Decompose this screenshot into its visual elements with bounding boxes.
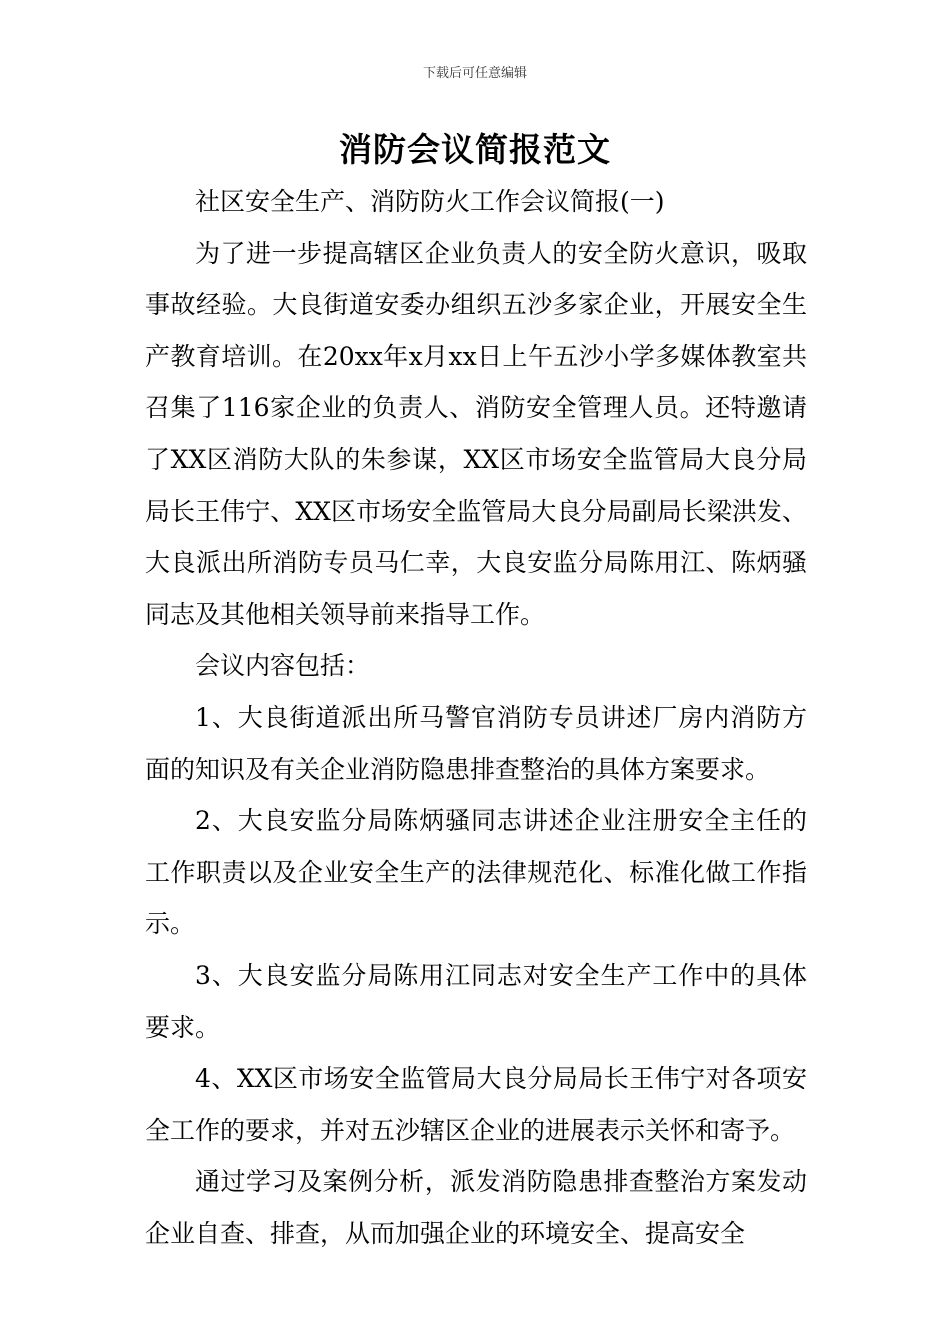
document-body: [145, 176, 807, 1259]
closing-paragraph: 通过学习及案例分析，派发消防隐患排查整治方案发动企业自查、排查，从而加强企业的环境安全、提高安全: [145, 1167, 807, 1248]
document-title: 消防会议简报范文: [339, 130, 611, 169]
list-item-1: 1、大良街道派出所马警官消防专员讲述厂房内消防方面的知识及有关企业消防隐患排查整治的具体方案要求。: [145, 702, 807, 784]
subtitle-paragraph: 社区安全生产、消防防火工作会议简报(一): [195, 187, 665, 216]
list-item-4: 4、XX区市场安全监管局大良分局局长王伟宁对各项安全工作的要求，并对五沙辖区企业的进展表示关怀和寄予。: [145, 1064, 807, 1145]
list-item-3: 3、大良安监分局陈用江同志对安全生产工作中的具体要求。: [145, 960, 807, 1042]
meeting-content-heading: 会议内容包括：: [195, 651, 371, 681]
intro-paragraph: 为了进一步提高辖区企业负责人的安全防火意识，吸取事故经验。大良街道安委办组织五沙多家企业，开展安全生产教育培训。在20xx年x月xx日上午五沙小学多媒体教室共召集了116家企业的负责人、消防安全管理人员。还特邀请了XX区消防大队的朱参谋，XX区市场安全监管局大良分局局长王伟宁、XX区市场安全监管局大良分局副局长梁洪发、大良派出所消防专员马仁幸，大良安监分局陈用江、陈炳骚同志及其他相关领导前来指导工作。: [145, 238, 807, 629]
list-item-2: 2、大良安监分局陈炳骚同志讲述企业注册安全主任的工作职责以及企业安全生产的法律规范化、标准化做工作指示。: [145, 806, 807, 939]
header-note: 下载后可任意编辑: [422, 66, 527, 81]
